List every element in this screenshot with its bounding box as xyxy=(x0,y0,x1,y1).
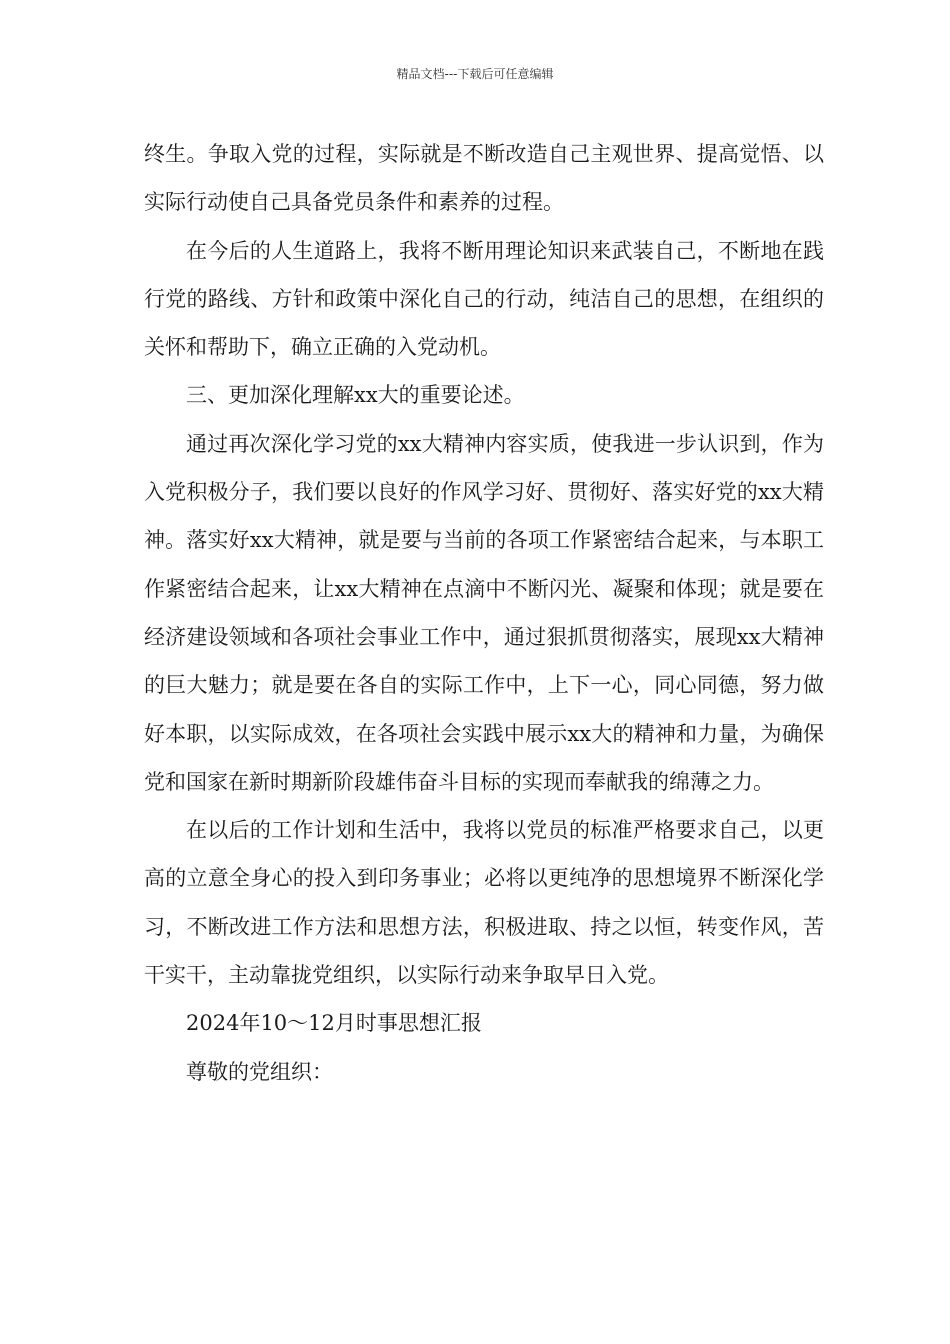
paragraph: 在以后的工作计划和生活中，我将以党员的标准严格要求自己，以更高的立意全身心的投入到印务事业；必将以更纯净的思想境界不断深化学习，不断改进工作方法和思想方法，积极进取、持之以恒，转变作风，苦干实干，主动靠拢党组织，以实际行动来争取早日入党。 xyxy=(144,818,824,988)
report-title: 2024年10～12月时事思想汇报 xyxy=(186,1011,482,1036)
document-body xyxy=(144,130,824,1096)
section-heading: 三、更加深化理解xx大的重要论述。 xyxy=(186,383,525,408)
paragraph: 通过再次深化学习党的xx大精神内容实质，使我进一步认识到，作为入党积极分子，我们要以良好的作风学习好、贯彻好、落实好党的xx大精神。落实好xx大精神，就是要与当前的各项工作紧密结合起来，与本职工作紧密结合起来，让xx大精神在点滴中不断闪光、凝聚和体现；就是要在经济建设领域和各项社会事业工作中，通过狠抓贯彻落实，展现xx大精神的巨大魅力；就是要在各自的实际工作中，上下一心，同心同德，努力做好本职，以实际成效，在各项社会实践中展示xx大的精神和力量，为确保党和国家在新时期新阶段雄伟奋斗目标的实现而奉献我的绵薄之力。 xyxy=(144,431,824,794)
salutation: 尊敬的党组织： xyxy=(186,1059,333,1084)
paragraph-continuation: 终生。争取入党的过程，实际就是不断改造自己主观世界、提高觉悟、以实际行动使自己具备党员条件和素养的过程。 xyxy=(144,142,824,215)
paragraph: 在今后的人生道路上，我将不断用理论知识来武装自己，不断地在践行党的路线、方针和政策中深化自己的行动，纯洁自己的思想，在组织的关怀和帮助下，确立正确的入党动机。 xyxy=(144,238,824,360)
page-header: 精品文档---下载后可任意编辑 xyxy=(396,67,554,81)
